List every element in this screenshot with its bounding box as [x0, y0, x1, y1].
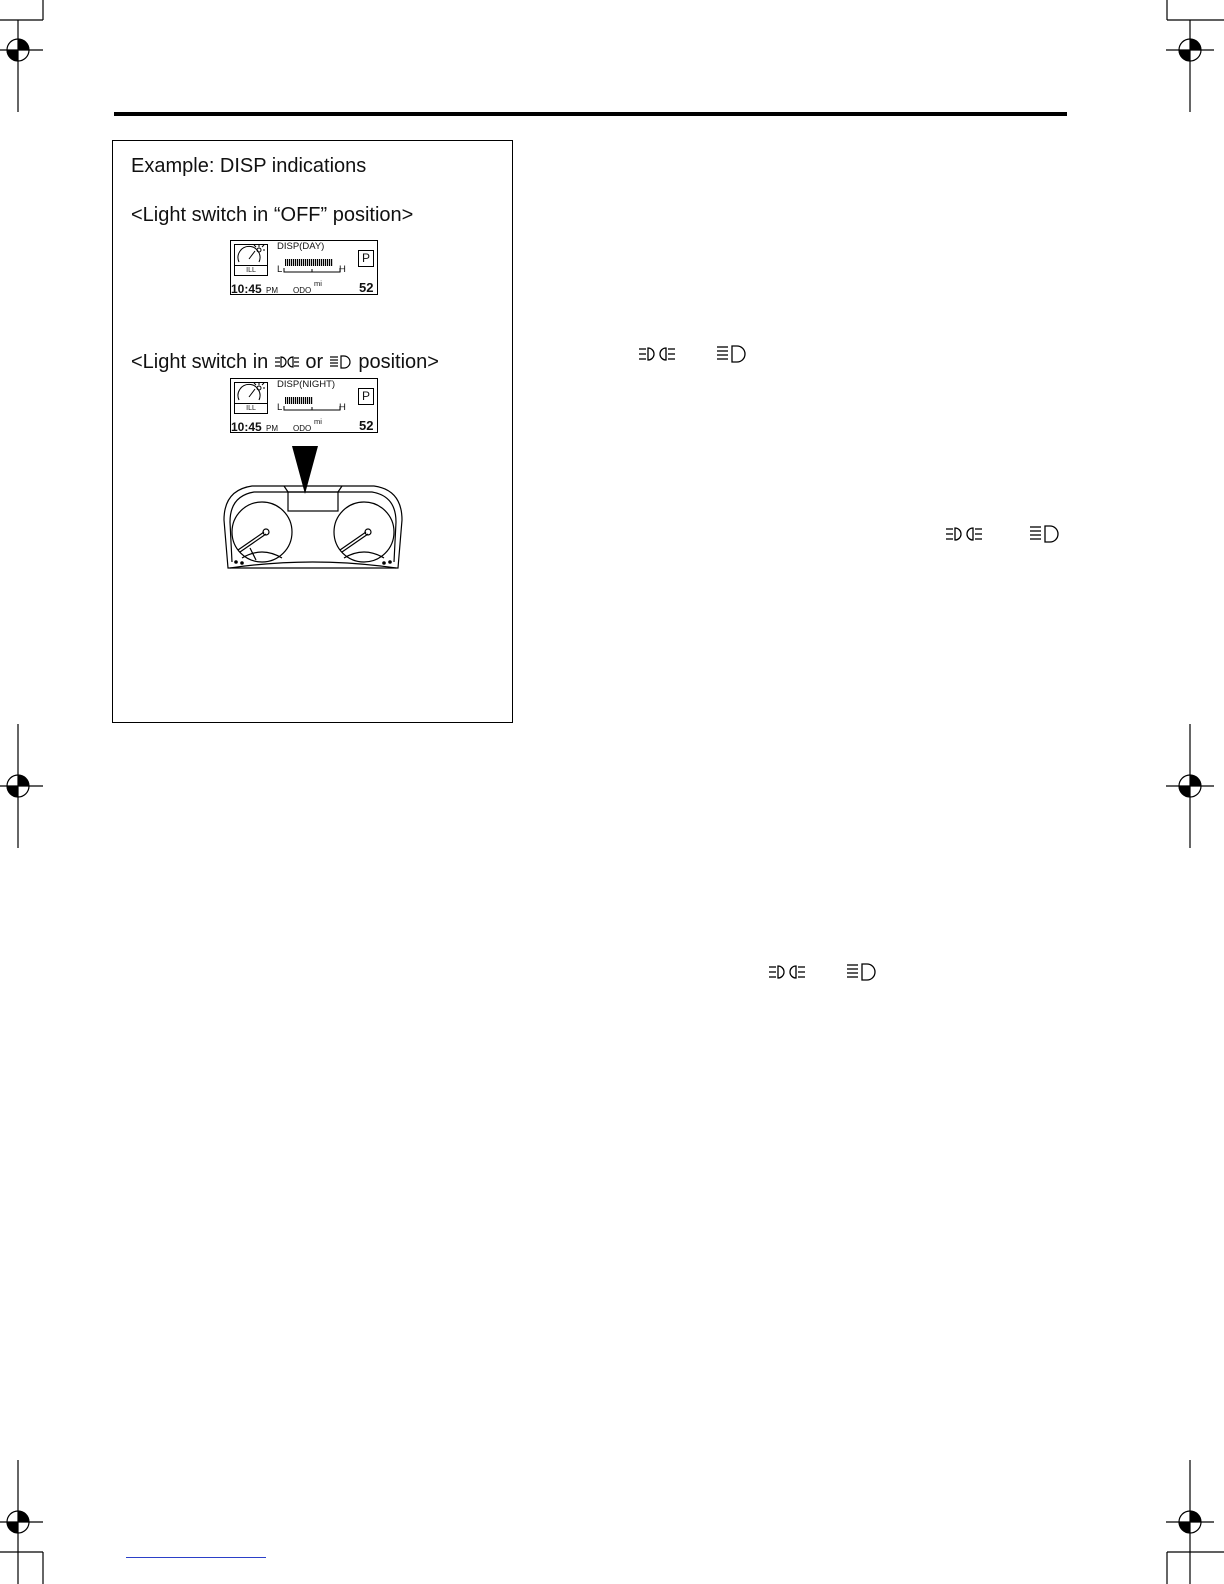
symbol-row-1: [638, 345, 676, 368]
level-segment: [317, 259, 318, 266]
level-segment: [293, 397, 294, 404]
level-segment: [309, 397, 310, 404]
lcd-display-night: [230, 378, 378, 433]
light-switch-off-heading: <Light switch in “OFF” position>: [131, 204, 414, 226]
odometer-value: 52: [359, 280, 374, 295]
figure-caption: Example: DISP indications: [131, 155, 367, 177]
level-segment: [295, 259, 296, 266]
footer-link-underline[interactable]: [126, 1557, 266, 1558]
clock-ampm: PM: [266, 424, 278, 433]
level-segment: [303, 397, 304, 404]
odometer-value: 52: [359, 418, 374, 433]
level-segment: [301, 397, 302, 404]
low-label: L: [277, 264, 283, 275]
low-label: L: [277, 402, 283, 413]
level-segment: [289, 259, 290, 266]
gear-indicator: P: [358, 388, 374, 405]
level-segment: [297, 259, 298, 266]
level-segment: [285, 397, 286, 404]
unit-label: mi: [314, 417, 322, 426]
brightness-level-bar: [283, 258, 341, 274]
level-segment: [307, 259, 308, 266]
illumination-box: [234, 244, 268, 276]
level-segment: [307, 397, 308, 404]
high-label: H: [339, 264, 346, 275]
level-segment: [301, 259, 302, 266]
high-label: H: [339, 402, 346, 413]
odo-label: ODO: [293, 286, 312, 295]
level-segment: [285, 259, 286, 266]
headlight-icon: [716, 344, 750, 364]
level-segment: [287, 259, 288, 266]
headlight-icon: [329, 355, 353, 369]
level-segment: [299, 397, 300, 404]
level-segment: [305, 397, 306, 404]
level-segment: [313, 259, 314, 266]
level-segment: [311, 397, 312, 404]
level-segment: [315, 259, 316, 266]
light-switch-on-heading: [131, 351, 439, 372]
ill-label: ILL: [235, 265, 267, 275]
clock-time: 10:45: [231, 282, 262, 296]
level-segment: [295, 397, 296, 404]
parking-light-icon: [768, 963, 806, 981]
level-segment: [321, 259, 322, 266]
headlight-icon: [846, 962, 880, 982]
meter-brightness-icon: [235, 383, 267, 404]
level-segment: [289, 397, 290, 404]
parking-light-icon: [945, 525, 983, 543]
level-segment: [329, 259, 330, 266]
odo-label: ODO: [293, 424, 312, 433]
level-segment: [319, 259, 320, 266]
unit-label: mi: [314, 279, 322, 288]
level-segment: [323, 259, 324, 266]
instrument-cluster-illustration: [222, 480, 404, 572]
clock-time: 10:45: [231, 420, 262, 434]
level-segment: [327, 259, 328, 266]
level-segment: [291, 259, 292, 266]
level-segment: [305, 259, 306, 266]
level-segment: [309, 259, 310, 266]
level-segment: [297, 397, 298, 404]
disp-mode-title: DISP(NIGHT): [277, 379, 336, 390]
header-rule: [114, 112, 1067, 116]
clock-ampm: PM: [266, 286, 278, 295]
symbol-row-3: [768, 963, 806, 986]
parking-light-icon: [274, 355, 300, 369]
headlight-icon: [1029, 524, 1063, 544]
level-segment: [287, 397, 288, 404]
heading-prefix: <Light switch in: [131, 350, 269, 373]
level-segment: [325, 259, 326, 266]
heading-suffix: position>: [358, 350, 439, 373]
ill-label: ILL: [235, 403, 267, 413]
symbol-row-3b: [846, 962, 880, 987]
disp-mode-title: DISP(DAY): [277, 241, 325, 252]
level-scale: [284, 268, 340, 272]
level-segment: [303, 259, 304, 266]
heading-middle: or: [305, 350, 324, 373]
symbol-row-2b: [1029, 524, 1063, 549]
level-scale: [284, 406, 340, 410]
parking-light-icon: [638, 345, 676, 363]
illumination-box: [234, 382, 268, 414]
symbol-row-1b: [716, 344, 750, 369]
lcd-display-day: [230, 240, 378, 295]
level-segment: [291, 397, 292, 404]
gear-indicator: P: [358, 250, 374, 267]
brightness-level-bar: [283, 396, 341, 412]
level-segment: [299, 259, 300, 266]
level-segment: [331, 259, 332, 266]
level-segment: [293, 259, 294, 266]
level-segment: [311, 259, 312, 266]
meter-brightness-icon: [235, 245, 267, 266]
symbol-row-2: [945, 525, 983, 548]
